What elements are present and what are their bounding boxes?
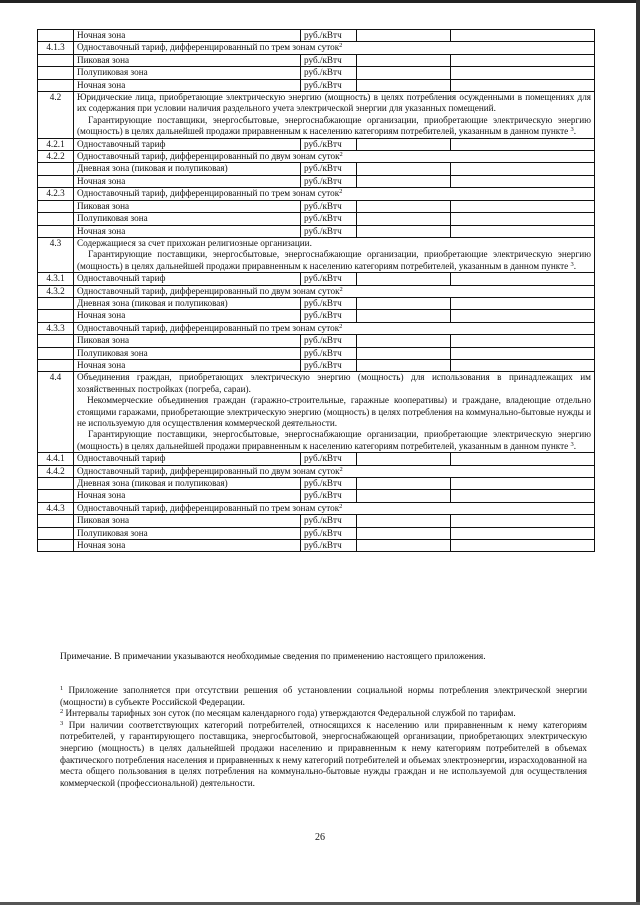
row-label-text: Одноставочный тариф, дифференцированный по двум зонам суток (77, 465, 340, 476)
row-label: Ночная зона (74, 225, 301, 237)
scan-edge-top (0, 0, 640, 3)
row-number (38, 335, 74, 347)
row-value-2 (451, 347, 595, 359)
row-label: Ночная зона (74, 359, 301, 371)
description-paragraph: Содержащиеся за счет прихожан религиозные организации. (77, 237, 312, 248)
row-value-2 (451, 79, 595, 91)
footnote-mark: 1 (60, 685, 64, 692)
row-number (38, 310, 74, 322)
row-label-text: Одноставочный тариф, дифференцированный по трем зонам суток (77, 42, 340, 53)
row-label (74, 465, 595, 477)
row-description (74, 237, 595, 272)
table-row (38, 138, 595, 150)
row-number: 4.4.1 (38, 453, 74, 465)
row-unit: руб./кВтч (301, 359, 357, 371)
description-paragraph (77, 115, 591, 138)
table-row (38, 478, 595, 490)
row-unit: руб./кВтч (301, 225, 357, 237)
footnote-text: При наличии соответствующих категорий потребителей, относящихся к населению или приравненным к нему категориям потребителей, у гарантирующего поставщика, энергосбытовой, энергоснабжающей организации, приобретающих электрическую энергию (мощность) в целях дальнейшей продажи населению и приравненным к нему категориям потребителей в объемах фактического потребления населения и приравненных к нему категорий потребителей и объемах электроэнергии, израсходованной на места общего пользования в целях потребления на коммунально-бытовые нужды граждан и не используемой для осуществления коммерческой (профессиональной) деятельности. (60, 719, 587, 788)
row-label: Ночная зона (74, 30, 301, 42)
row-value-1 (357, 54, 451, 66)
row-number: 4.3.3 (38, 322, 74, 334)
row-label: Дневная зона (пиковая и полупиковая) (74, 297, 301, 309)
row-number (38, 200, 74, 212)
row-label: Ночная зона (74, 310, 301, 322)
footnote-text: Интервалы тарифных зон суток (по месяцам календарного года) утверждаются Федеральной службой по тарифам. (65, 708, 516, 719)
table-row (38, 335, 595, 347)
row-label (74, 151, 595, 163)
row-label-text: Одноставочный тариф, дифференцированный по трем зонам суток (77, 502, 340, 513)
row-value-1 (357, 335, 451, 347)
row-value-2 (451, 540, 595, 552)
description-text: Гарантирующие поставщики, энергосбытовые, энергоснабжающие организации, приобретающие электрическую энергию (мощность) в целях дальнейшей продажи приравненным к населению категориям потребителей, указанным в данном пункте (77, 249, 591, 271)
table-row (38, 502, 595, 514)
description-paragraph (77, 249, 591, 272)
row-unit: руб./кВтч (301, 138, 357, 150)
row-number: 4.3 (38, 237, 74, 272)
row-value-1 (357, 273, 451, 285)
row-value-2 (451, 273, 595, 285)
table-row (38, 297, 595, 309)
row-value-1 (357, 527, 451, 539)
row-value-2 (451, 163, 595, 175)
row-number (38, 30, 74, 42)
row-value-1 (357, 347, 451, 359)
table-row (38, 213, 595, 225)
footnote-ref: 2 (339, 42, 343, 50)
table-row (38, 30, 595, 42)
description-paragraph (77, 429, 591, 452)
table-row (38, 310, 595, 322)
row-number (38, 54, 74, 66)
row-value-2 (451, 213, 595, 225)
row-label-text: Одноставочный тариф, дифференцированный по трем зонам суток (77, 322, 340, 333)
row-value-1 (357, 478, 451, 490)
row-label (74, 285, 595, 297)
row-number: 4.4 (38, 372, 74, 453)
table-row (38, 225, 595, 237)
row-label: Дневная зона (пиковая и полупиковая) (74, 163, 301, 175)
row-value-1 (357, 200, 451, 212)
table-row (38, 453, 595, 465)
row-number (38, 478, 74, 490)
description-text: Гарантирующие поставщики, энергосбытовые, энергоснабжающие организации, приобретающие электрическую энергию (мощность) в целях дальнейшей продажи приравненным к населению категориям потребителей, указанным в данном пункте (77, 114, 591, 137)
note-paragraph: Примечание. В примечании указываются необходимые сведения по применению настоящего приложения. (60, 652, 486, 662)
tariff-table (37, 29, 595, 552)
table-row (38, 200, 595, 212)
row-description (74, 372, 595, 453)
row-label: Ночная зона (74, 490, 301, 502)
row-label (74, 42, 595, 54)
table-row (38, 465, 595, 477)
row-description (74, 92, 595, 139)
table-row (38, 237, 595, 272)
row-label: Одноставочный тариф (74, 273, 301, 285)
row-unit: руб./кВтч (301, 213, 357, 225)
row-value-1 (357, 225, 451, 237)
row-value-2 (451, 225, 595, 237)
row-value-2 (451, 54, 595, 66)
row-value-1 (357, 297, 451, 309)
row-value-1 (357, 515, 451, 527)
table-row (38, 273, 595, 285)
row-value-1 (357, 453, 451, 465)
row-number: 4.2.3 (38, 188, 74, 200)
row-number (38, 79, 74, 91)
row-value-2 (451, 297, 595, 309)
footnote-text: Приложение заполняется при отсутствии решения об установлении социальной нормы потребления электрической энергии (мощности) в субъекте Российской Федерации. (60, 685, 588, 707)
footnote-mark: 2 (60, 708, 64, 716)
row-unit: руб./кВтч (301, 273, 357, 285)
footnote-1 (60, 685, 587, 708)
row-unit: руб./кВтч (301, 515, 357, 527)
row-unit: руб./кВтч (301, 175, 357, 187)
row-number: 4.3.2 (38, 285, 74, 297)
row-label: Ночная зона (74, 79, 301, 91)
description-paragraph: Юридические лица, приобретающие электрическую энергию (мощность) в целях потребления осужденными в помещениях для их содержания при условии наличия раздельного учета электрической энергии для указанных помещений. (77, 92, 591, 114)
row-unit: руб./кВтч (301, 453, 357, 465)
row-unit: руб./кВтч (301, 540, 357, 552)
table-row (38, 372, 595, 453)
row-unit: руб./кВтч (301, 527, 357, 539)
row-value-1 (357, 175, 451, 187)
row-label-text: Одноставочный тариф, дифференцированный по трем зонам суток (77, 188, 340, 199)
description-paragraph: Объединения граждан, приобретающих электрическую энергию (мощность) для использования в принадлежащих им хозяйственных постройках (погреба, сараи). (77, 372, 591, 394)
row-number (38, 359, 74, 371)
description-end: . (573, 126, 577, 137)
row-value-1 (357, 540, 451, 552)
row-value-1 (357, 67, 451, 79)
row-unit: руб./кВтч (301, 297, 357, 309)
footnote-ref: 2 (339, 465, 343, 473)
row-number (38, 490, 74, 502)
row-label (74, 502, 595, 514)
row-unit: руб./кВтч (301, 163, 357, 175)
row-value-2 (451, 453, 595, 465)
row-unit: руб./кВтч (301, 478, 357, 490)
footnote-ref: 3 (570, 260, 574, 268)
row-number: 4.2.1 (38, 138, 74, 150)
row-value-2 (451, 200, 595, 212)
footnote-ref: 2 (339, 322, 343, 330)
row-unit: руб./кВтч (301, 335, 357, 347)
table-row (38, 359, 595, 371)
row-label: Ночная зона (74, 175, 301, 187)
row-number: 4.2 (38, 92, 74, 139)
row-value-2 (451, 359, 595, 371)
row-unit: руб./кВтч (301, 347, 357, 359)
row-number (38, 347, 74, 359)
table-row (38, 490, 595, 502)
row-label (74, 188, 595, 200)
row-value-1 (357, 359, 451, 371)
scan-edge-right (636, 0, 640, 905)
table-row (38, 540, 595, 552)
row-unit: руб./кВтч (301, 30, 357, 42)
row-label: Одноставочный тариф (74, 138, 301, 150)
row-number: 4.1.3 (38, 42, 74, 54)
description-paragraph (77, 395, 591, 429)
row-value-1 (357, 30, 451, 42)
footnote-3 (60, 720, 587, 790)
row-value-1 (357, 163, 451, 175)
row-unit: руб./кВтч (301, 79, 357, 91)
row-number: 4.4.2 (38, 465, 74, 477)
row-label: Полупиковая зона (74, 347, 301, 359)
row-unit: руб./кВтч (301, 200, 357, 212)
footnote-mark: 3 (60, 719, 64, 727)
row-value-2 (451, 175, 595, 187)
footnote-ref: 2 (339, 151, 343, 159)
table-row (38, 79, 595, 91)
row-number (38, 163, 74, 175)
row-label: Полупиковая зона (74, 213, 301, 225)
footnotes (60, 671, 587, 789)
row-label: Пиковая зона (74, 335, 301, 347)
row-label-text: Одноставочный тариф, дифференцированный по двум зонам суток (77, 285, 340, 296)
row-unit: руб./кВтч (301, 490, 357, 502)
row-number (38, 213, 74, 225)
footnote-ref: 2 (339, 188, 343, 196)
row-number: 4.4.3 (38, 502, 74, 514)
row-number (38, 540, 74, 552)
row-number (38, 297, 74, 309)
row-value-2 (451, 478, 595, 490)
row-number: 4.3.1 (38, 273, 74, 285)
footnote-ref: 2 (339, 502, 343, 510)
table-row (38, 54, 595, 66)
footnote-ref: 3 (570, 440, 574, 448)
row-value-2 (451, 138, 595, 150)
row-number (38, 67, 74, 79)
row-value-2 (451, 310, 595, 322)
row-label: Ночная зона (74, 540, 301, 552)
row-value-2 (451, 515, 595, 527)
row-unit: руб./кВтч (301, 54, 357, 66)
table-row (38, 285, 595, 297)
row-value-1 (357, 79, 451, 91)
row-value-2 (451, 490, 595, 502)
page-number: 26 (315, 832, 325, 843)
row-label: Полупиковая зона (74, 527, 301, 539)
row-label (74, 322, 595, 334)
row-value-2 (451, 30, 595, 42)
footnote-ref: 2 (339, 285, 343, 293)
table-row (38, 92, 595, 139)
table-row (38, 67, 595, 79)
footnote-2 (60, 708, 587, 720)
description-text: Гарантирующие поставщики, энергосбытовые, энергоснабжающие организации, приобретающие электрическую энергию (мощность) в целях дальнейшей продажи приравненным к населению категориям потребителей, указанным в данном пункте (77, 429, 591, 451)
row-number: 4.2.2 (38, 151, 74, 163)
table-row (38, 42, 595, 54)
description-text: Некоммерческие объединения граждан (гаражно-строительные, гаражные кооперативы) и граждане, владеющие отдельно стоящими гаражами, приобретающие электрическую энергию (мощность) в целях потребления на коммунально-бытовые нужды и не используемую для осуществления коммерческой деятельности. (77, 395, 592, 428)
table-row (38, 515, 595, 527)
row-value-1 (357, 213, 451, 225)
table-row (38, 347, 595, 359)
row-label: Пиковая зона (74, 200, 301, 212)
row-label: Одноставочный тариф (74, 453, 301, 465)
row-unit: руб./кВтч (301, 67, 357, 79)
row-number (38, 527, 74, 539)
footnote-ref: 3 (570, 126, 574, 134)
row-value-1 (357, 310, 451, 322)
table-row (38, 188, 595, 200)
table-row (38, 322, 595, 334)
row-value-1 (357, 490, 451, 502)
table-row (38, 175, 595, 187)
row-value-2 (451, 67, 595, 79)
table-row (38, 527, 595, 539)
row-number (38, 175, 74, 187)
table-row (38, 151, 595, 163)
row-value-2 (451, 527, 595, 539)
row-label: Дневная зона (пиковая и полупиковая) (74, 478, 301, 490)
row-value-1 (357, 138, 451, 150)
table-row (38, 163, 595, 175)
row-label-text: Одноставочный тариф, дифференцированный по двум зонам суток (77, 151, 340, 162)
row-number (38, 225, 74, 237)
description-end: . (573, 440, 577, 451)
description-end: . (573, 260, 577, 271)
row-value-2 (451, 335, 595, 347)
row-unit: руб./кВтч (301, 310, 357, 322)
row-label: Пиковая зона (74, 515, 301, 527)
row-label: Полупиковая зона (74, 67, 301, 79)
row-label: Пиковая зона (74, 54, 301, 66)
row-number (38, 515, 74, 527)
